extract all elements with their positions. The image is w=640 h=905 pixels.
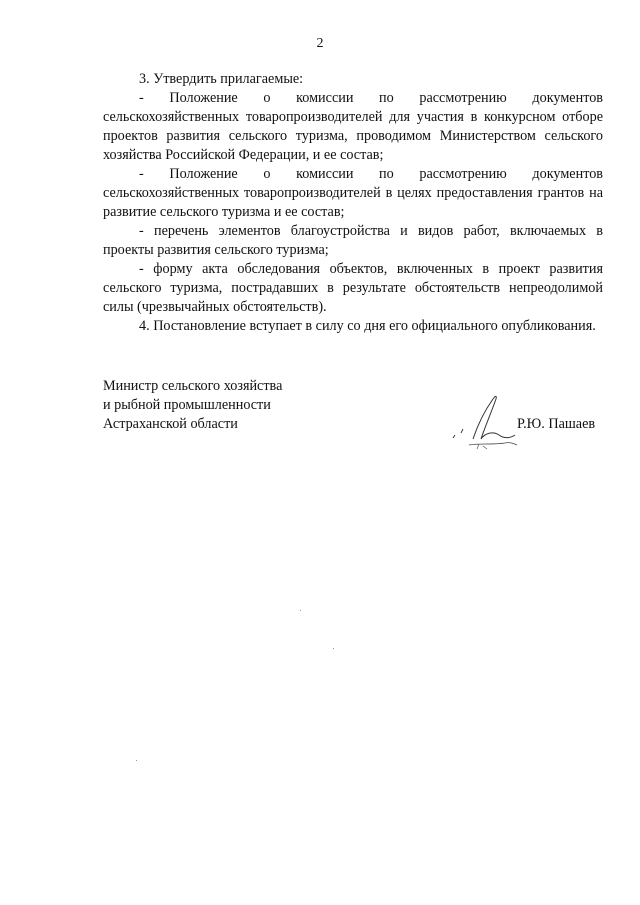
paragraph-commission-grants: - Положение о комиссии по рассмотрению документов сельскохозяйственных товаропроизводителей в целях предоставления грантов на развитие сельского туризма и ее состав;: [103, 166, 603, 220]
paragraph-improvement-list: - перечень элементов благоустройства и видов работ, включаемых в проекты развития сельского туризма;: [103, 223, 603, 258]
scan-speck: [300, 610, 301, 611]
scan-speck: [333, 648, 334, 649]
body-text: [103, 70, 603, 336]
signer-name: Р.Ю. Пашаев: [517, 416, 596, 432]
signer-position-line2: и рыбной промышленности: [103, 397, 271, 413]
signer-position-line3: Астраханской области: [103, 416, 238, 432]
handwritten-signature: [443, 383, 523, 453]
paragraph-approve: 3. Утвердить прилагаемые:: [139, 71, 304, 87]
paragraph-effective-date: 4. Постановление вступает в силу со дня его официального опубликования.: [139, 318, 596, 334]
scan-speck: [136, 760, 137, 761]
signature-block: [103, 377, 603, 457]
signer-position-line1: Министр сельского хозяйства: [103, 378, 283, 394]
paragraph-inspection-act: - форму акта обследования объектов, включенных в проект развития сельского туризма, пострадавших в результате обстоятельств непреодолимой силы (чрезвычайных обстоятельств).: [103, 261, 603, 315]
page-number: 2: [316, 36, 324, 51]
paragraph-commission-selection: - Положение о комиссии по рассмотрению документов сельскохозяйственных товаропроизводителей для участия в конкурсном отборе проектов развития сельского туризма, проводимом Министерством сельского хозяйства Российской Федерации, и ее состав;: [103, 90, 603, 163]
